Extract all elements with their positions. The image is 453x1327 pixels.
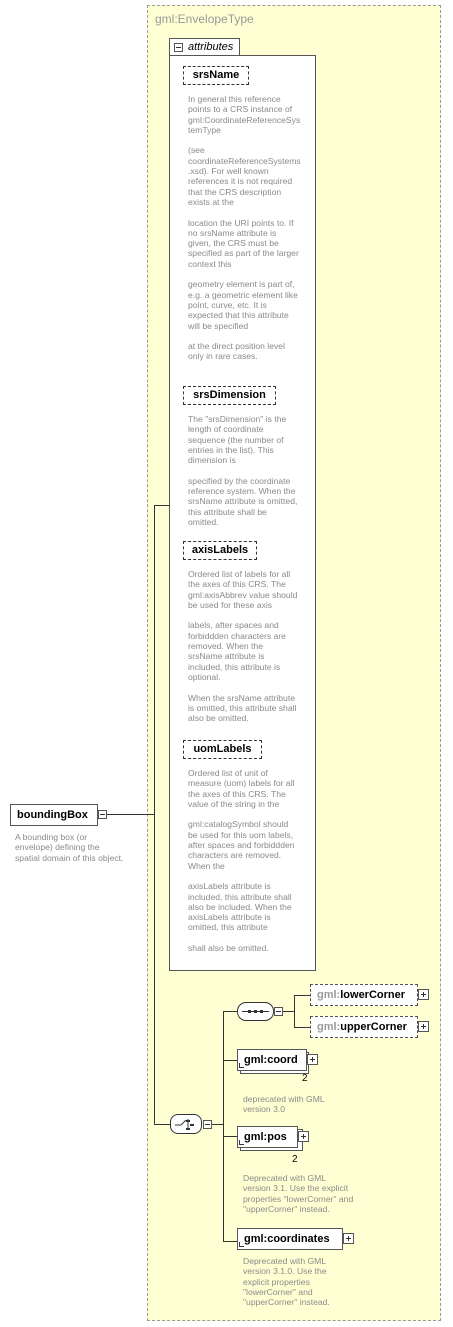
collapse-sequence-icon[interactable] (274, 1007, 283, 1016)
expand-coordinates-icon[interactable] (343, 1233, 354, 1244)
connector-sequence-vertical (294, 995, 295, 1027)
reference-arrow-icon (239, 1063, 244, 1068)
connector-coordinates (223, 1241, 237, 1242)
connector-choice-vertical (223, 1011, 224, 1242)
connector-choice (154, 1124, 170, 1125)
connector-choice-out (212, 1124, 223, 1125)
element-uppercorner-prefix: gml: (317, 1021, 341, 1033)
expand-lowercorner-icon[interactable] (418, 989, 429, 1000)
connector-root-vertical (154, 505, 155, 1125)
sequence-compositor[interactable] (237, 1002, 274, 1021)
element-lowercorner-prefix: gml: (317, 989, 341, 1001)
connector-root (107, 814, 154, 815)
element-pos-label: gml:pos (244, 1131, 287, 1143)
attribute-srsname-doc: In general this reference points to a CRS instance of gml:CoordinateReferenceSys temType (see coordinateReferenceSystems .xsd). For well known references it is not required that the CRS description exists at the location the URI points to. If no srsName attribute is given, the CRS must be specified as part of the larger context this geometry element is part of, e.g. a geometric element like point, curve, etc. It is expected that this attribute will be specified at the direct position level only in rare cases. (188, 94, 301, 362)
attribute-srsdimension-doc: The "srsDimension" is the length of coordinate sequence (the number of entries in the list). This dimension is specified by the coordinate reference system. When the srsName attribute is omitted, this attribute shall be omitted. (188, 414, 298, 527)
attribute-axislabels-doc: Ordered list of labels for all the axes of this CRS. The gml:axisAbbrev value should be used for these axis labels, after spaces and forbiddden characters are removed. When the srsName attribute is included, this attribute is optional. When the srsName attribute is omitted, this attribute shall also be omitted. (188, 569, 298, 724)
connector-lowercorner (294, 995, 310, 996)
element-lowercorner-label: lowerCorner (340, 989, 406, 1001)
reference-arrow-icon (239, 1242, 244, 1247)
reference-arrow-icon (239, 1140, 244, 1145)
element-pos[interactable] (237, 1126, 298, 1148)
element-uppercorner[interactable] (310, 1016, 418, 1038)
root-element-boundingbox[interactable] (10, 804, 98, 826)
connector-coord (223, 1060, 237, 1061)
sequence-icon (238, 1003, 273, 1020)
expand-coord-icon[interactable] (307, 1054, 318, 1065)
attribute-uomlabels[interactable]: uomLabels (183, 740, 262, 759)
attribute-uomlabels-doc: Ordered list of unit of measure (uom) labels for all the axes of this CRS. The value of the string in the gml:catalogSymbol should be used for this uom labels, after spaces and forbiddden characters are removed. When the axisLabels attribute is included, this attribute shall also be included. When the axisLabels attribute is omitted, this attribute shall also be omitted. (188, 768, 295, 954)
attribute-axislabels[interactable]: axisLabels (183, 541, 257, 560)
element-lowercorner[interactable] (310, 984, 418, 1006)
root-element-doc: A bounding box (or envelope) defining the spatial domain of this object. (15, 832, 124, 863)
element-coordinates-label: gml:coordinates (244, 1233, 330, 1245)
choice-icon (171, 1115, 201, 1133)
attribute-srsname[interactable]: srsName (183, 66, 249, 85)
collapse-choice-icon[interactable] (203, 1120, 212, 1129)
attributes-label: attributes (188, 41, 234, 53)
occurs-coord: 2 (302, 1073, 308, 1084)
connector-pos (223, 1136, 237, 1137)
element-coord-doc: deprecated with GML version 3.0 (243, 1094, 325, 1115)
element-coord[interactable] (237, 1049, 307, 1071)
type-title: gml:EnvelopeType (155, 12, 254, 26)
collapse-attributes-icon[interactable] (174, 43, 183, 52)
connector-uppercorner (294, 1027, 310, 1028)
expand-pos-icon[interactable] (298, 1131, 309, 1142)
element-coord-label: gml:coord (244, 1054, 298, 1066)
element-coordinates-doc: Deprecated with GML version 3.1.0. Use the explicit properties "lowerCorner" and "upperCorner" instead. (243, 1256, 330, 1308)
collapse-root-icon[interactable] (98, 810, 107, 819)
element-coordinates[interactable] (237, 1228, 343, 1250)
occurs-pos: 2 (292, 1154, 298, 1165)
connector-attributes (154, 505, 169, 506)
connector-sequence (223, 1011, 237, 1012)
expand-uppercorner-icon[interactable] (418, 1021, 429, 1032)
root-element-label: boundingBox (17, 809, 88, 821)
choice-compositor[interactable] (170, 1114, 202, 1134)
attribute-srsdimension[interactable]: srsDimension (183, 386, 276, 405)
element-uppercorner-label: upperCorner (340, 1021, 407, 1033)
connector-sequence-out (283, 1011, 294, 1012)
element-pos-doc: Deprecated with GML version 3.1. Use the explicit properties "lowerCorner" and "upperCorner" instead. (243, 1173, 354, 1214)
